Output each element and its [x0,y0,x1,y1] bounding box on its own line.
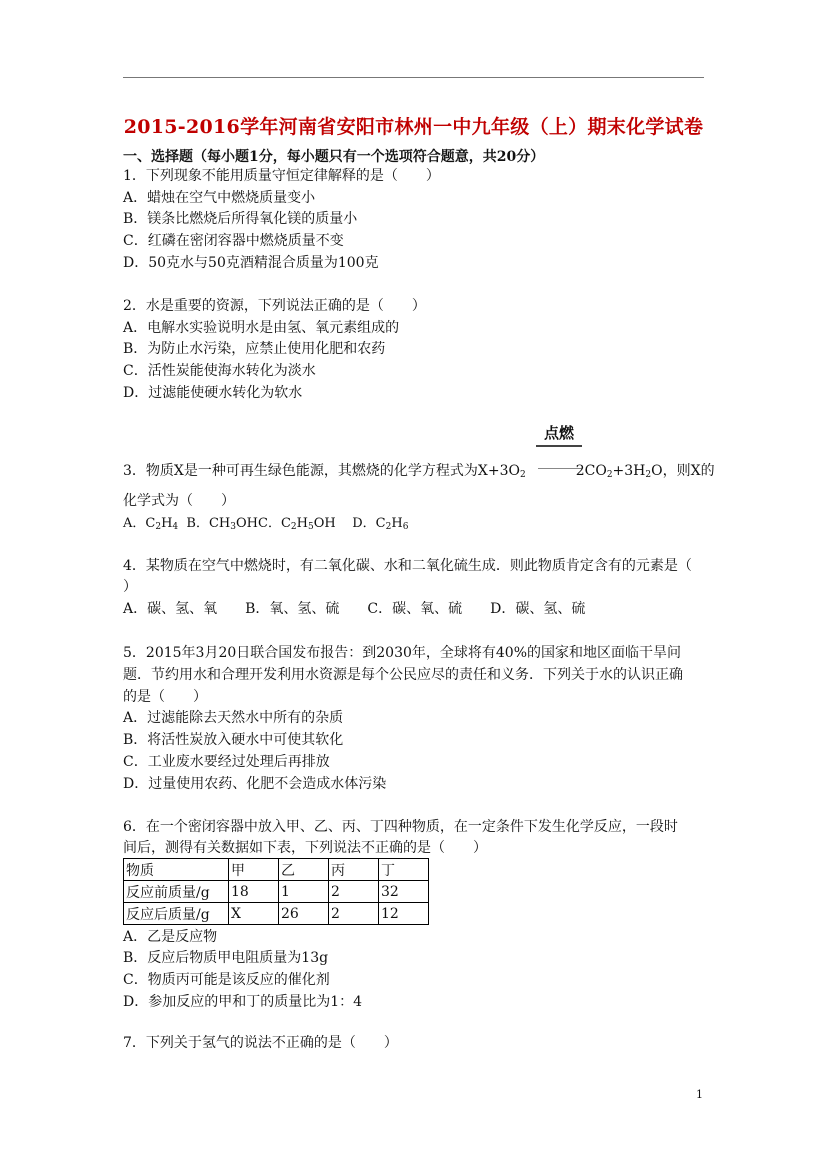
header-rule [123,77,704,78]
q4-options: A．碳、氢、氧 B．氧、氢、硫 C．碳、氧、硫 D．碳、氢、硫 [123,601,586,617]
q3-option-c-text: H [296,516,308,531]
q6-stem-line1: 6．在一个密闭容器中放入甲、乙、丙、丁四种物质，在一定条件下发生化学反应，一段时 [123,819,678,835]
q3-stem-text: 3．物质X是一种可再生绿色能源，其燃烧的化学方程式为X+3O [123,463,520,479]
table-header-cell: 丁 [379,859,429,881]
table-cell: 反应后质量/g [124,903,229,925]
q3-option-c-text: OH [313,516,336,531]
subscript: 2 [155,522,162,532]
table-cell: X [229,903,279,925]
table-cell: 26 [279,903,329,925]
table-header-cell: 丙 [329,859,379,881]
table-cell: 1 [279,881,329,903]
table-cell: 32 [379,881,429,903]
q3-product-text: O，则X的 [651,463,715,479]
page-number: 1 [696,1088,703,1101]
table-header-row [124,859,429,881]
q5-stem-line3: 的是（ ） [123,689,207,705]
q3-option-c: C．C [258,516,291,531]
mass-data-table [123,858,429,925]
q1-option-b: B．镁条比燃烧后所得氧化镁的质量小 [123,211,358,227]
table-cell: 18 [229,881,279,903]
q6-option-c: C．物质丙可能是该反应的催化剂 [123,972,330,988]
table-cell: 2 [329,903,379,925]
subscript: 4 [172,522,179,532]
subscript: 3 [230,522,236,532]
q2-stem: 2．水是重要的资源，下列说法正确的是（ ） [123,298,426,314]
q6-stem-line2: 间后，测得有关数据如下表，下列说法不正确的是（ ） [123,840,487,856]
q3-option-a: A．C [123,516,156,531]
q2-option-c: C．活性炭能使海水转化为淡水 [123,363,316,379]
reaction-condition-label: 点燃 [536,422,582,447]
q3-option-b: B．CH [186,516,231,531]
table-cell: 反应前质量/g [124,881,229,903]
q1-stem: 1．下列现象不能用质量守恒定律解释的是（ ） [123,168,440,184]
subscript: 2 [645,470,652,480]
table-cell: 2 [329,881,379,903]
q5-option-d: D．过量使用农药、化肥不会造成水体污染 [123,776,387,792]
subscript: 2 [290,522,297,532]
q3-product-text: 2CO [575,463,607,479]
q3-option-a-text: H [161,516,173,531]
q3-option-b-text: OH [236,516,258,531]
q2-option-d: D．过滤能使硬水转化为软水 [123,385,303,401]
q3-option-d-text: H [391,516,403,531]
q5-stem-line1: 5．2015年3月20日联合国发布报告：到2030年，全球将有40%的国家和地区面临干旱问 [123,645,682,661]
q4-stem: 4．某物质在空气中燃烧时，有二氧化碳、水和二氧化硫生成．则此物质肯定含有的元素是（ [123,558,692,574]
q3-stem [123,462,715,484]
q2-option-a: A．电解水实验说明水是由氢、氧元素组成的 [123,320,400,336]
q7-stem: 7．下列关于氢气的说法不正确的是（ ） [123,1035,398,1051]
q6-option-b: B．反应后物质甲电阻质量为13g [123,950,329,966]
q5-option-b: B．将活性炭放入硬水中可使其软化 [123,732,344,748]
q5-stem-line2: 题．节约用水和合理开发利用水资源是每个公民应尽的责任和义务．下列关于水的认识正确 [123,667,683,683]
table-row [124,903,429,925]
subscript: 2 [606,470,613,480]
q6-option-d: D．参加反应的甲和丁的质量比为1：4 [123,994,363,1010]
subscript: 2 [385,522,392,532]
subscript: 5 [307,522,314,532]
q4-stem-line2: ） [123,579,137,595]
q5-option-c: C．工业废水要经过处理后再排放 [123,754,330,770]
q2-option-b: B．为防止水污染，应禁止使用化肥和农药 [123,341,386,357]
subscript: 2 [519,470,526,480]
q1-option-d: D．50克水与50克酒精混合质量为100克 [123,255,379,271]
q3-stem-line2: 化学式为（ ） [123,493,235,509]
subscript: 6 [402,522,409,532]
q3-product-text: +3H [612,463,646,479]
q3-option-d: D．C [352,516,386,531]
page-title: 2015-2016学年河南省安阳市林州一中九年级（上）期末化学试卷 [123,116,704,138]
table-header-cell: 乙 [279,859,329,881]
table-header-cell: 甲 [229,859,279,881]
table-cell: 12 [379,903,429,925]
q3-options [123,515,408,536]
q1-option-c: C．红磷在密闭容器中燃烧质量不变 [123,233,344,249]
q1-option-a: A．蜡烛在空气中燃烧质量变小 [123,190,316,206]
table-row [124,881,429,903]
q5-option-a: A．过滤能除去天然水中所有的杂质 [123,710,344,726]
table-header-cell: 物质 [124,859,229,881]
q6-option-a: A．乙是反应物 [123,929,218,945]
section-heading: 一、选择题（每小题1分，每小题只有一个选项符合题意，共20分） [123,149,545,165]
